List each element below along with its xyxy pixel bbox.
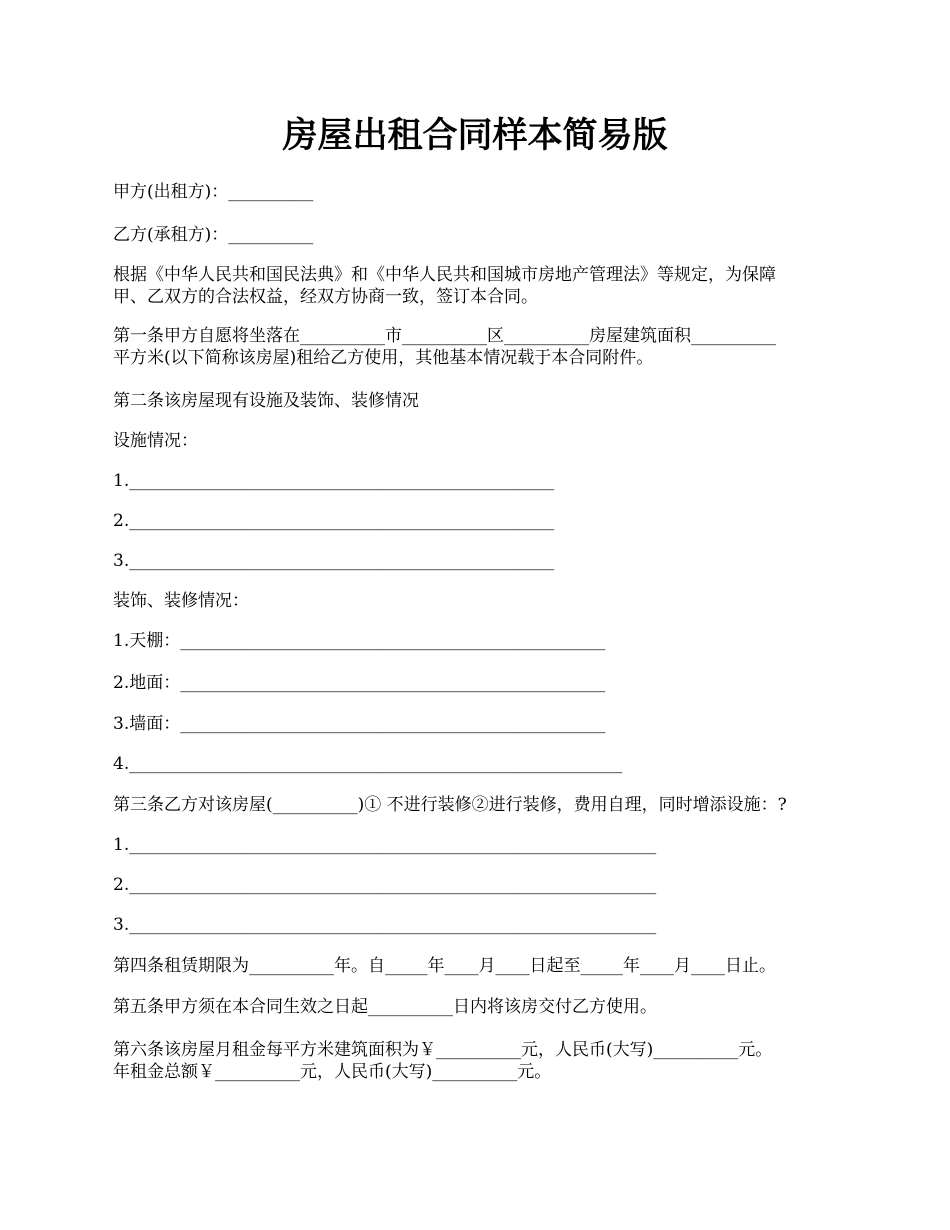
facility-line-2: 2.__________________________________________________ xyxy=(113,511,555,531)
article-2-heading: 第二条该房屋现有设施及装饰、装修情况 xyxy=(113,391,419,411)
facility-line-1: 1.__________________________________________________ xyxy=(113,471,555,491)
added-facility-line-1: 1.______________________________________________________________ xyxy=(113,835,657,855)
article-6-paragraph: 第六条该房屋月租金每平方米建筑面积为￥__________元，人民币(大写)__________元。 年租金总额￥__________元，人民币(大写)__________元。 xyxy=(113,1040,773,1082)
article-3-paragraph: 第三条乙方对该房屋(__________)① 不进行装修②进行装修，费用自理，同时增添设施：? xyxy=(113,795,787,815)
decoration-heading: 装饰、装修情况： xyxy=(113,591,249,611)
facility-line-3: 3.__________________________________________________ xyxy=(113,551,555,571)
added-facility-line-2: 2.______________________________________________________________ xyxy=(113,875,657,895)
decoration-floor-line: 2.地面：__________________________________________________ xyxy=(113,673,606,693)
facilities-heading: 设施情况： xyxy=(113,431,198,451)
party-b-line: 乙方(承租方)：__________ xyxy=(113,225,314,245)
preamble-paragraph: 根据《中华人民共和国民法典》和《中华人民共和国城市房地产管理法》等规定，为保障 甲、乙双方的合法权益，经双方协商一致，签订本合同。 xyxy=(113,265,776,307)
document-title: 房屋出租合同样本简易版 xyxy=(282,116,668,156)
decoration-wall-line: 3.墙面：__________________________________________________ xyxy=(113,714,606,734)
decoration-line-4: 4.__________________________________________________________ xyxy=(113,754,623,774)
added-facility-line-3: 3.______________________________________________________________ xyxy=(113,915,657,935)
party-a-line: 甲方(出租方)：__________ xyxy=(113,182,314,202)
article-4-paragraph: 第四条租赁期限为__________年。自_____年____月____日起至_____年____月____日止。 xyxy=(113,956,776,976)
article-5-paragraph: 第五条甲方须在本合同生效之日起__________日内将该房交付乙方使用。 xyxy=(113,997,657,1017)
decoration-ceiling-line: 1.天棚：__________________________________________________ xyxy=(113,631,606,651)
article-1-paragraph: 第一条甲方自愿将坐落在__________市__________区__________房屋建筑面积__________ 平方米(以下简称该房屋)租给乙方使用，其他基本情况载于本合同附件。 xyxy=(113,326,776,368)
